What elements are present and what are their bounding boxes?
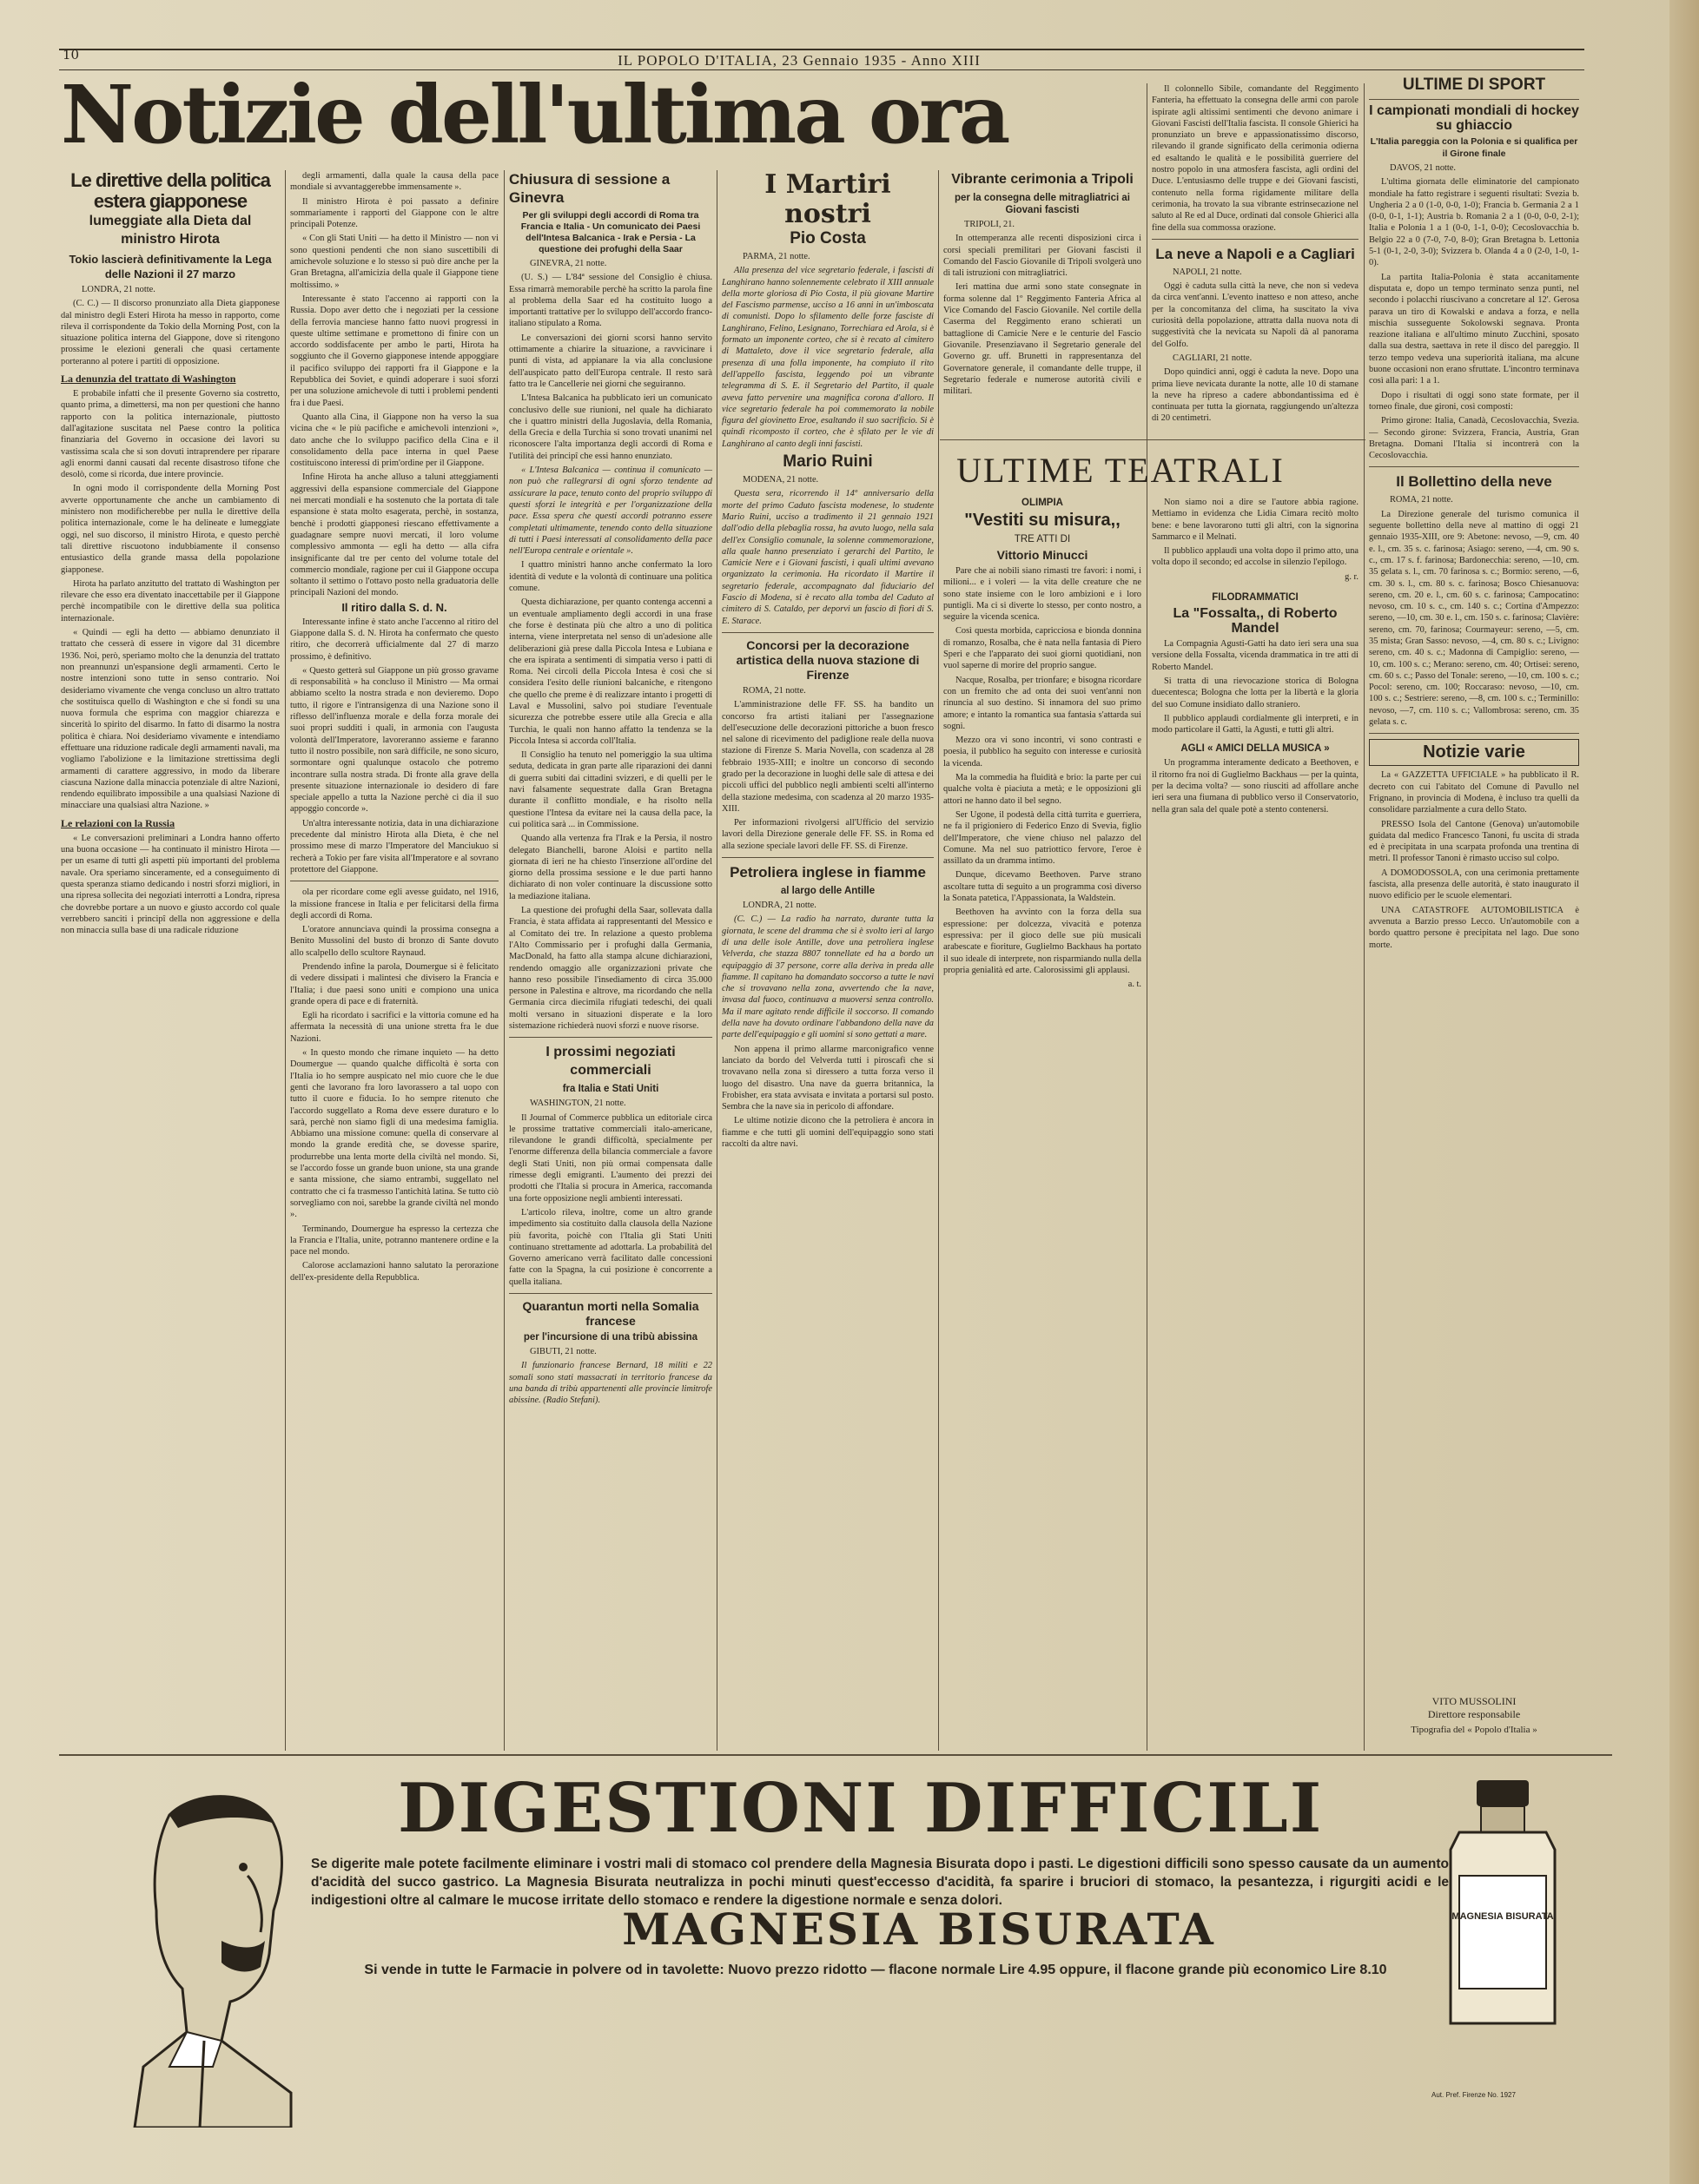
paragraph: ola per ricordare come egli avesse guidato, nel 1916, la missione francese in Italia e per felicitarsi della firma degli accordi di Roma. [290,887,499,920]
dateline: ROMA, 21 notte. [1390,495,1453,505]
paragraph: La Compagnia Agusti-Gatti ha dato ieri sera una sua versione della Fossalta, vicenda drammatica in tre atti di Roberto Mandel. [1152,639,1359,672]
director-name: VITO MUSSOLINI [1431,1695,1517,1707]
paragraph: Il ministro Hirota è poi passato a definire sommariamente i rapporti del Giappone con le altre principali Potenze. [290,196,499,230]
article-column-2 [290,170,499,1751]
dateline: PARMA, 21 notte. [743,252,810,261]
paragraph: Il Consiglio ha tenuto nel pomeriggio la sua ultima seduta, dedicata in gran parte alle riparazioni dei danni di guerra subiti dai cittadini svizzeri, e di quelli per le navi falsamente sequestrate dalla Gran Bretagna durante il conflitto mondiale, e ha risolto nella questione l'Intesa da evitare nei la causa della pace, la cui politica sarà ... in Commissione. [509,750,712,829]
dateline: GINEVRA, 21 notte. [530,259,607,268]
paragraph: L'ultima giornata delle eliminatorie del campionato mondiale ha fatto registrare i seguenti risultati: Svezia b. Ungheria 2 a 0 (1-0, 0-0, 1-0); Francia b. Germania 2 a 1 (0-0, 0-1, 1-1); Austria b. Romania 2 a 1 (0-0, 0-0, 2-1); Italia e Polonia 1 a 1 (0-0, 1-1, 0-0); Cecoslovacchia b. Belgio 22 a 0 (7-0, 7-0, 8-0); Gran Bretagna b. Lettonia 5-1 (0-1, 2-0, 3-0); Svizzera b. Olanda 4 a 0 (2-0, 1-0, 1-0). [1369,177,1579,268]
paragraph: « L'Intesa Balcanica — continua il comunicato — non può che rallegrarsi di ogni sforzo tendente ad assicurare la pace, tenuto conto del proprio sviluppo di questi sforzi le integrità e per l'organizzazione della pace. Essa spera che questi accordi potranno essere completati ultimamente, tenendo conto della situazione di tutti i Paesi interessati al consolidamento della pace nell'Europa centrale e orientale ». [509,465,712,557]
headline-snow: La neve a Napoli e a Cagliari [1155,245,1355,262]
divider [722,632,934,633]
article-column-1 [61,170,280,1751]
paragraph: Interessante è stato l'accenno ai rapporti con la Russia. Dopo aver detto che i negoziati per la cessione della ferrovia manciese hanno fatto nuovi progressi in queste ultime settimane e promettono di finire con un accordo soddisfacente per ambo le parti, Hirota ha soggiunto che il Governo giapponese intende appoggiare il pacifico sviluppo dei rapporti fra il Giappone e la Repubblica dei Soviet, e quindi adoperare i suoi sforzi per una soluzione amichevole di tutti i problemi pendenti fra i due Paesi. [290,294,499,408]
subheadline-japan: lumeggiate alla Dieta dal ministro Hirota [89,214,252,247]
paragraph: L'amministrazione delle FF. SS. ha bandito un concorso fra artisti italiani per l'assegnazione dell'esecuzione delle decorazioni pittoriche a buon fresco nel salone di ricevimento del padiglione reale della nuova stazione di Firenze S. Maria Novella, con scadenza al 28 febbraio 1935-XIII; e inoltre un concorso di secondo grado per la decorazione in luoghi delle sale di attesa e dei piccoli uffici del pubblico negli ambienti scelti all'interno della stazione medesima, con scadenza al 20 marzo 1935-XIII. [722,700,934,814]
paragraph: La Direzione generale del turismo comunica il seguente bollettino della neve al mattino di oggi 21 gennaio 1935-XIII, ore 9: Abetone: nevoso, —9, cm. 40 e. l., cm. 35 s. c. farinosa; Asiago: sereno, —4, cm. 90 s. c., cm. 17 s. f. farinosa; Bardonecchia: sereno, —10, cm. 35 gelata s. l., cm. 70 farinosa s. c.; Bormio: sereno, —6, cm. 30 s. l., cm. 80 s. c. farinosa; Bosco Chiesanuova: sereno, cm. 20 e. l., cm. 60 s. c. farinosa; Campocatino: nevoso, cm. 10 s. c., cm. 140 s. c.; Cortina d'Ampezzo: sereno, —10, cm. 30 e. l., cm. 150 s. c. farinosa; Clavière: sereno, cm. 70, farinosa; Courmayeur: sereno, —5, cm. 35 mista; Gran Sasso: nevoso, —4, cm. 80 s. c.; Livigno: sereno, cm. 40 s. c.; Madonna di Campiglio: sereno, —10, cm. 100 s. c.; Merano: sereno, cm. 40; Ortisei: sereno, cm. 60 s. c.; Passo del Tonale: sereno, —10, cm. 100 s. c.; Pocol: sereno, cm. 100; Roccaraso: nevoso, —10, cm. 100 s. c.; Sestriere: sereno, —8, cm. 100 s. c.; Terminillo: nevoso, —7, cm. 110 s. c.; Vallombrosa: sereno, cm. 35 gelata s. c. [1369,509,1579,728]
paragraph: Questa sera, ricorrendo il 14º anniversario della morte del primo Caduto fascista modenese, lo studente Mario Ruini, ucciso a tradimento il 21 gennaio 1921 dall'odio della plebaglia rossa, ha avuto luogo, nella sala dell'ex Consiglio comunale, la solenne commemorazione, alla quale hanno presenziato i gerarchi del Partito, le Camicie Nere e i Giovani fascisti, i quali ultimi avevano organizzato la cerimonia. Ha ricordato il Martire il segretario federale, accompagnato dal fiduciario del Fascio di Modena, si è recato alla tomba del Caduto al cimitero di S. Cataldo, per deporvi un fascio di fiori di S. E. Starace. [722,489,934,626]
paragraph: Interessante infine è stato anche l'accenno al ritiro del Giappone dalla S. d. N. Hirota ha confermato che questo ritiro, che decorrerà ufficialmente dal 27 di marzo prossimo, è definitivo. [290,617,499,662]
ad-brand: MAGNESIA BISURATA [622,1904,1216,1955]
article-column-6 [1152,83,1359,436]
headline-trade-talks: I prossimi negoziati commerciali [545,1045,676,1079]
play-title: La "Fossalta,, di Roberto Mandel [1173,606,1338,637]
headline-martyrs: I Martiri nostri [764,170,891,229]
play-title: "Vestiti su misura,, [964,511,1121,530]
page-edge [1669,0,1699,2184]
divider [1369,99,1579,100]
divider [722,857,934,858]
paragraph: La questione dei profughi della Saar, sollevata dalla Francia, è stata affidata ai rappresentanti del Messico e al Comitato dei tre. In relazione a questo problema l'Alto Commissario per i profughi dalla Germania, MacDonald, ha fatto alla stampa alcune dichiarazioni, rendendo omaggio alle organizzazioni private che hanno reso possibile l'insediamento di circa 35.000 persone in Palestina e altrove, ma ricordando che nella Germania circa diecimila rifugiati tedeschi, dei quali molti versano in situazioni disperate e la loro sistemazione richiederà nuovi sforzi e nuove risorse. [509,906,712,1031]
paragraph: « Quindi — egli ha detto — abbiamo denunziato il trattato che cesserà di essere in vigore dal 31 dicembre 1936. Noi, però, speriamo molto che la denunzia del trattato non preannunzi un'espansione degli armamenti. Certo le nostre intenzioni sono tutte in senso contrario. Noi desideriamo vivamente che venga concluso un altro trattato che sostituisca quello di Washington e che si fondi su una nuova formula che esprima con maggior chiarezza e sincerità lo spirito del disarmo. In fatto di disarmo la nostra politica è chiara. Noi desideriamo vivamente e intendiamo effettuare una riduzione radicale degli armamenti navali, ma vogliamo l'abolizione e la limitazione strettissima degli armamenti di carattere aggressivo, in modo da liberare ciascuna Nazione dalla minaccia potenziale di altre Nazioni, rendendo equilibrato impossibile a una qualsiasi Nazione di minacciare una qualsiasi altra Nazione. » [61,628,280,811]
paragraph: Dunque, dicevamo Beethoven. Parve strano ascoltare tutta di seguito a un programma così diverso la Sonata patetica, l'Appassionata, la Waldstein. [943,870,1141,904]
author-initials: a. t. [1127,980,1141,990]
paragraph: In ogni modo il corrispondente della Morning Post avverte opportunamente che anche un cambiamento di ministero non modificherebbe per nulla le direttive della politica internazionale, come le ha delineate e lumeggiate oggi, nel suo discorso, il ministro Hirota, e questo perchè tali direttive riscuotono indubbiamente il consenso entusiastico della grande massa della popolazione giapponese. [61,484,280,575]
paragraph: Prendendo infine la parola, Doumergue si è felicitato di vedere dissipati i malintesi che divisero la Francia e l'Italia; i due paesi sono uniti e compiono una unica grande opera di pace e di fraternità. [290,962,499,1006]
dateline: ROMA, 21 notte. [743,685,806,696]
paragraph: Quanto alla Cina, il Giappone non ha verso la sua vicina che « le più pacifiche e amichevoli intenzioni », dato anche che lo sviluppo pacifico della Cina e il consolidamento della pace interna in quel Paese costituiscono interessi di prim'ordine per il Giappone. [290,412,499,469]
issue-dateline: IL POPOLO D'ITALIA, 23 Gennaio 1935 - Anno XIII [618,52,981,69]
paragraph: Il Journal of Commerce pubblica un editoriale circa le prossime trattative commerciali italo-americane, rilevandone le grandi difficoltà, specialmente per l'enorme differenza della bilancia commerciale a favore degli Stati Uniti, non più ormai compensata dalle rimesse degli emigranti. L'aumento dei prezzi dei prodotti che l'Italia si procura in America, raccomanda una forte opposizione negli ambienti interessati. [509,1112,712,1204]
printer: Tipografia del « Popolo d'Italia » [1411,1725,1537,1735]
subheading: La denunzia del trattato di Washington [61,373,236,386]
man-illustration [117,1780,308,2128]
subheading: Le relazioni con la Russia [61,816,175,829]
dateline: TRIPOLI, 21. [964,220,1015,229]
paragraph: Questa dichiarazione, per quanto contenga accenni a un eventuale ampliamento degli accordi in una frase che forse è destinata più che altro a uno di politica interna, viene interpretata nel senso di un'adesione alle deliberazioni già prese dalla Piccola Intesa e Lubiana e che era ispirata a sentimenti di simpatia verso i patti di Roma. Nei circoli della Piccola Intesa è così che si considera l'esito delle riunioni balcaniche, e ritengono che quello che preme è di realizzare intanto i progetti di Laval e Mussolini, salvo poi studiare l'eventuale sicurezza che potrebbe essere utile alla Grecia e alla Turchia, le quali non hanno affatto la tendenza se la Piccola Intesa si accorda coll'Italia. [509,597,712,746]
magnesia-bottle-illustration [1438,1772,1568,2032]
paragraph: Primo girone: Italia, Canadà, Cecoslovacchia, Svezia. — Secondo girone: Svizzera, Francia, Austria, Gran Bretagna. Domani l'Italia si incontrerà con la Cecoslovacchia. [1369,416,1579,461]
headline-varie: Notizie varie [1369,739,1579,766]
imprint [1369,1695,1579,1735]
paragraph: (U. S.) — L'84ª sessione del Consiglio è chiusa. Essa rimarrà memorabile perchè ha scritto la parola fine al problema della Saar ed ha costituito luogo a importanti trattative per lo sviluppo dell'accordo franco-italiano stipulato a Roma. [509,273,712,329]
venue-name: OLIMPIA [1021,498,1063,508]
ad-rule [59,1754,1612,1756]
paragraph: Egli ha ricordato i sacrifici e la vittoria comune ed ha affermata la necessità di una unione stretta fra le due Nazioni. [290,1011,499,1044]
paragraph: « In questo mondo che rimane inquieto — ha detto Doumergue — quando qualche difficoltà è sorta con l'Italia io ho sempre auspicato nel mio cuore che le due genti che lavorano fra loro lavorassero a tal uopo con tutto il cuore e fiducia. Io ho sempre ritenuto che l'accordo suggellato a Roma deve essere duraturo e lo sarà, perchè non siamo figli di una medesima famiglia. Abbiamo una missione comune: quella di conservare al mondo la grande eredità che, se dovesse sparire, produrrebbe una lenta morte della civiltà nel mondo. Si, se l'accordo fosse un grande buon unione, sta una grande e santa missione, che siamo entrambi, suggellato nel contratto che ci fa trasmesso l'antichità latina. Se tutto ciò sorvegliamo con noi, sarebbe la grande civiltà nel mondo ». [290,1048,499,1220]
author-initials: g. r. [1345,571,1359,582]
headline-tripoli: Vibrante cerimonia a Tripoli [951,172,1134,187]
paragraph: Il pubblico applaudì cordialmente gli interpreti, e in modo particolare il Gatti, la Agusti, e tutti gli altri. [1152,713,1359,736]
paragraph: Mezzo ora vi sono incontri, vi sono contrasti e poesia, il pubblico ha seguito con interesse e curiosità la vicenda. [943,736,1141,769]
theatre-column-left [943,497,1141,1751]
dateline: NAPOLI, 21 notte. [1173,267,1242,277]
deck-trade-talks: fra Italia e Stati Uniti [562,1084,659,1095]
sport-section-title: ULTIME DI SPORT [1402,76,1546,94]
masthead-rule [59,49,1584,50]
column-rule [285,170,286,1751]
deck-tripoli: per la consegna delle mitragliatrici ai Giovani fascisti [955,193,1130,215]
paragraph: La partita Italia-Polonia è stata accanitamente disputata e, dopo un tempo terminato senza punti, nel secondo i polacchi riuscivano a concretare al 12'. Gerosa parava un tiro di Kowalski e andava a forza, e nella mischia susseguente Sokolowski segnava. Pronta reazione italiana e all'ultimo minuto Zucchini, sposato dalla sua destra, saettava in rete il disco del pareggio. Il terzo tempo vedeva una superiorità italiana, ma alcune buone occasioni non erano sfruttate. L'incontro terminava così alla pari: 1 a 1. [1369,272,1579,386]
dateline: WASHINGTON, 21 notte. [530,1099,626,1109]
ad-headline: DIGESTIONI DIFFICILI [398,1769,1324,1848]
paragraph: A DOMODOSSOLA, con una cerimonia prettamente fascista, alla presenza delle autorità, è stato inaugurato il nuovo edificio per le scuole elementari. [1369,868,1579,901]
paragraph: Il pubblico applaudì una volta dopo il primo atto, una volta dopo il secondo; ed accolse in silenzio l'epilogo. [1152,546,1359,568]
paragraph: Non appena il primo allarme marconigrafico venne lanciato da bordo del Velverda tutti i piroscafi che si trovavano nella zona si diressero a tutta forza verso il luogo del disastro. Una nave da guerra britannica, la Frobisher, era stata avvisata e invitata a portarsi sul posto. Sembra che la nave sia in pericolo di affondare. [722,1044,934,1112]
headline-hockey: I campionati mondiali di hockey su ghiaccio [1369,103,1579,133]
subheading-pio-costa: Pio Costa [790,229,866,247]
column-rule [504,170,505,1751]
page-number: 10 [63,47,80,63]
section-label: FILODRAMMATICI [1212,592,1299,604]
paragraph: Ma la commedia ha fluidità e brio: la parte per cui qualche volta è piaciuta a metà; e le opposizioni gli attori ne hanno dato il bel segno. [943,773,1141,806]
paragraph: Si tratta di una rievocazione storica di Bologna duecentesca; Bologna che lotta per la libertà e la gloria del suo Comune insidiato dallo straniero. [1152,676,1359,709]
paragraph: Un programma interamente dedicato a Beethoven, e il ritorno fra noi di Guglielmo Backhaus — per la quinta, per la decima volta? — sono riusciti ad affollare anche ieri sera una fiumana di pubblico verso il Conservatorio, nella gran sala del quale potè a stento contenersi. [1152,758,1359,815]
headline-somalia: Quarantun morti nella Somalia francese [522,1299,699,1329]
theatre-section-title: ULTIME TEATRALI [956,451,1285,490]
dateline: MODENA, 21 notte. [743,475,819,485]
paragraph: Oggi è caduta sulla città la neve, che non si vedeva da circa vent'anni. L'evento inatteso e non atteso, anche per la concomitanza del clima, ha suscitato la viva curiosità della popolazione, attratta dalla nuova nota di suggestività che la nevicata su Napoli dà al panorama del Golfo. [1152,281,1359,349]
dateline: DAVOS, 21 notte. [1390,163,1457,173]
paragraph: Pare che ai nobili siano rimasti tre favori: i nomi, i milioni... e i voleri — la vita delle creature che ne sono state insieme con le loro ambizioni e i loro puntigli. Ma ci si diverte lo stesso, per conto nostro, a seguire la vicenda scenica. [943,566,1141,623]
article-column-3 [509,170,712,1751]
paragraph: E probabile infatti che il presente Governo sia costretto, quanto prima, a dimettersi, ma non per questioni che hanno rapporto con la politica internazionale, piuttosto dall'agitazione suscitata nel Paese contro la politica finanziaria del Governo in occasione dei lavori su vastissima scala che si son dovuti intraprendere per riparare agli enormi danni causati dal recente disastroso tifone che desolò, come si ricorda, due intere provincie. [61,389,280,480]
dateline: LONDRA, 21 notte. [743,901,816,911]
paragraph: Dopo i risultati di oggi sono state formate, per il torneo finale, due gironi, così composti: [1369,390,1579,412]
dateline: CAGLIARI, 21 notte. [1173,353,1253,363]
paragraph: Terminando, Doumergue ha espresso la certezza che la Francia e l'Italia, unite, potranno mantenere ordine e la pace nel mondo. [290,1224,499,1257]
paragraph: Non siamo noi a dire se l'autore abbia ragione. Mettiamo in evidenza che Lidia Cimara recitò molto bene: e bene lavorarono tutti gli altri, con la signorina Sammarco e il Melnati. [1152,498,1359,542]
paragraph: I quattro ministri hanno anche confermato la loro identità di vedute e la volontà di continuare una politica comune. [509,560,712,594]
article-column-4 [722,170,934,1751]
headline-florence-station: Concorsi per la decorazione artistica della nuova stazione di Firenze [736,637,920,682]
paragraph: L'Intesa Balcanica ha pubblicato ieri un comunicato conclusivo delle sue riunioni, nel quale ha dichiarato che i quattro ministri della Jugoslavia, della Romania, della Grecia e della Turchia si sono trovati unanimi nel riconoscere l'alta importanza degli accordi di Roma e l'utilità dei principî che essi hanno enunziato. [509,393,712,461]
paragraph: L'oratore annunciava quindi la prossima consegna a Benito Mussolini del busto di bronzo di Sante dovuto allo scalpello dello scultore Raynaud. [290,925,499,958]
paragraph: Infine Hirota ha anche alluso a taluni atteggiamenti aggressivi della espansione commerciale del Giappone nei mercati mondiali e ha sostenuto che la portata di tale espansione è stata molto esagerata, perchè, in sostanza, benchè i prodotti giapponesi riescano effettivamente a guadagnare sempre nuovi mercati, il loro volume complessivo ammonta — egli ha detto — alla cifra insignificante dal tre per cento del volume totale del commercio mondiale, ragione per cui il Giappone occupa soltanto il settimo o l'ottavo posto nella graduatoria delle principali Nazioni del mondo. [290,472,499,598]
paragraph: Le conversazioni dei giorni scorsi hanno servito ottimamente a chiarire la situazione, a ravvicinare i punti di vista, ad appianare la via alla conclusione dell'auspicato patto dell'Europa centrale. Il resto sarà fatto tra le Cancellerie nei giorni che seguiranno. [509,333,712,389]
deck-somalia: per l'incursione di una tribù abissina [523,1332,698,1343]
paragraph: « Questo getterà sul Giappone un più grosso gravame di responsabilità » ha concluso il Ministro — Ma ormai abbiamo scelto la nostra strada e non devieremo. Dopo tutto, il rigore e l'intransigenza di una Nazione sono il riflesso dell'influenza morale e della forza morale dei suoi propri sudditi i quali, in armonia con l'augusta volontà dell'Imperatore, lavoreranno assieme e faranno tutto il nostro possibile, non sarà difficile, ne sono sicuro, sormontare ogni qualunque ostacolo che potremo incontrare sulla nostra strada. Di fronte alla grave della presente situazione internazionale io desidero di fare speciale appello a tutta la Nazione perchè ci dia il suo appoggio concorde ». [290,665,499,815]
ad-pricing: Si vende in tutte le Farmacie in polvere od in tavolette: Nuovo prezzo ridotto — flacone normale Lire 4.95 oppure, il flacone grande più economico Lire 8.10 [364,1963,1387,1977]
subheading-mario-ruini: Mario Ruini [783,452,873,472]
paragraph: degli armamenti, dalla quale la causa della pace mondiale si avvantaggerebbe immensamente ». [290,171,499,193]
paragraph: (C. C.) — Il discorso pronunziato alla Dieta giapponese dal ministro degli Esteri Hirota ha messo in rapporto, come rileva il corrispondente da Tokio della Morning Post, con la situazione politica interna del Giappone, dove si ritengono prossime le elezioni generali che quasi certamente porteranno al potere i partiti di opposizione. [61,299,280,366]
deck-japan: Tokio lascierà definitivamente la Lega delle Nazioni il 27 marzo [69,253,272,280]
headline-snow-bulletin: Il Bollettino della neve [1396,473,1552,491]
paragraph: PRESSO Isola del Cantone (Genova) un'automobile guidata dal medico Francesco Tanoni, fu uscita di strada ed è precipitata in una scarpata profonda una trentina di metri. Il professor Tanoni è rimasto ucciso sul colpo. [1369,819,1579,864]
section-rule [940,439,1365,440]
deck-hockey: L'Italia pareggia con la Polonia e si qualifica per il Girone finale [1370,136,1578,159]
paragraph: Un'altra interessante notizia, data in una dichiarazione precedente dal ministro Hirota alla Dieta, è che nel prossimo mese di marzo l'Imperatore del Manciukuo si recherà a Tokio per fare visita all'Imperatore e al sovrano protettore del Giappone. [290,818,499,874]
paragraph: Nacque, Rosalba, per trionfare; e bisogna ricordare con un fremito che ad onta dei suoi vent'anni non rinuncia al suo destino. Si innamora del suo primo amore; e intanto la romantica sua fantasia s'attarda sui sogni. [943,675,1141,731]
director-role: Direttore responsabile [1427,1708,1521,1720]
bottle-label-text: MAGNESIA BISURATA [1451,1911,1554,1922]
paragraph: (C. C.) — La radio ha narrato, durante tutta la giornata, le scene del dramma che si è svolto ieri al largo di una delle isole Antille, dove una petroliera inglese Velverda, che stazza 8807 tonnellate ed ha a bordo un equipaggio di 37 persone, corre alla deriva in preda alle fiamme. Il capitano ha domandato soccorso a tutte le navi che si trovavano nella zona, avvertendo che la nave, invasa dal fuoco, continuava a muoversi senza controllo. Ma il mare agitato rende difficile il soccorso. Il comando della nave ha dovuto ordinare l'abbandono della nave da parte dell'equipaggio e gli uomini si sono gettati a mare. [722,914,934,1040]
divider [1152,239,1359,240]
column-rule [938,170,939,1751]
section-label: AGLI « AMICI DELLA MUSICA » [1180,743,1330,755]
sport-column [1369,75,1579,1751]
paragraph: Ieri mattina due armi sono state consegnate in forma solenne dal 1º Reggimento Fanteria Africa al Vice Comando del Fascio Giovanile. Nel cortile della Caserma del Reggimento erano schierati un battaglione di Camicie Nere e le centurie del Fascio Giovanile. Presenziavano il Segretario generale del Governo gr. uff. Brunetti in rappresentanza del Governatore generale, il comandante delle truppe, il Segretario federale e numerose autorità civili e militari. [943,282,1141,397]
dateline: LONDRA, 21 notte. [82,285,155,294]
paragraph: Il colonnello Sibile, comandante del Reggimento Fanteria, ha effettuato la consegna delle armi con parole ispirate agli altissimi sentimenti che devono animare i Giovani Fascisti dell'Italia fascista. Il console Ghierici ha pronunziato un breve e appassionatissimo discorso, rilevando il grande significato della cerimonia odierna ed esaltando le qualità e le possibilità guerriere del nostro popolo in una atmosfera fascista, agli ordini del Duce. L'entusiasmo delle truppe e dei Giovani fascisti, contenuto nella forma rigidamente militare della cerimonia, ha trovato la sua vibrante estrinsecazione nel saluto al Re ed al Duce, ordinati dal console Ghierici alla fine della sua commossa orazione. [1152,84,1359,233]
paragraph: Calorose acclamazioni hanno salutato la perorazione dell'ex-presidente della Repubblica. [290,1261,499,1283]
play-acts: TRE ATTI DI [1014,534,1071,544]
paragraph: In ottemperanza alle recenti disposizioni circa i corsi speciali premilitari per Giovani fascisti il Comando del Fascio Giovanile di Tripoli svolgerà uno di tali istruzioni con mitragliatrici. [943,234,1141,279]
paragraph: « Le conversazioni preliminari a Londra hanno offerto una buona occasione — ha continuato il ministro Hirota — per un esame di tutti gli aspetti più importanti del problema navale. Ora speriamo sinceramente, ed a conseguimento di questa speranza stiamo dedicando i nostri sforzi migliori, in una ripresa sollecita dei negoziati interrotti a Londra, ripresa che dovrebbe portare a un nuovo e giusto accordo col quale verrebbero sanciti i principî della non aggressione e della non minaccia sulla base di una radicale riduzione [61,833,280,936]
paragraph: Dopo quindici anni, oggi è caduta la neve. Dopo una prima lieve nevicata durante la notte, alle 10 di stamane la neve ha ripreso a cadere abbondantissima ed è continuata per tutta la giornata, raggiungendo un'altezza di 20 centimetri. [1152,367,1359,424]
headline-tanker: Petroliera inglese in fiamme [730,864,926,881]
divider [509,1037,712,1038]
theatre-column-right [1152,497,1359,1751]
paragraph: L'articolo rileva, inoltre, come un altro grande impedimento sia costituito dalla clausola della Nazione più favorita, poichè con l'Italia gli Stati Uniti continuano strettamente ad adottarla. La probabilità del Governo americano verrà facilitato dalle concessioni fatte con la Spagna, la cui posizione è concorrente a quella italiana. [509,1207,712,1287]
paragraph: Quando alla vertenza fra l'Irak e la Persia, il nostro delegato Bianchelli, barone Aloisi e partito nella giornata di ieri ne ha chiesto l'inserzione all'ordine del giorno della prossima sessione e le due parti hanno dichiarato di non voler continuare la discussione sotto la mediazione italiana. [509,834,712,901]
ad-fine-print: Aut. Pref. Firenze No. 1927 [1431,2091,1516,2099]
play-author: Vittorio Minucci [996,548,1088,562]
paragraph: Così questa morbida, capricciosa e bionda donnina di romanzo, Rosalba, che è nata nella fantasia di Piero Speri e che l'apparato dei suoi giorni quotidiani, non vuol saperne di morire del proprio sangue. [943,626,1141,671]
divider [509,1293,712,1294]
headline-japan: Le direttive della politica estera giapponese [70,170,270,212]
paragraph: Alla presenza del vice segretario federale, i fascisti di Langhirano hanno solennemente celebrato il XIII annuale della morte gloriosa di Pio Costa, il più giovane Martire del Fascismo parmense, ucciso a 16 anni in un'imboscata di comunisti. Dopo lo sfilamento delle forze fasciste di Langhirano, Felino, Lesignano, Torrechiara ed Arola, si è formato un imponente corteo, che si è recato al cimitero di Mattaleto, dove il vice segretario federale, alla presenza di una folla imponente, ha compiuto il rito dell'appello fascista, leggendo poi un vibrante telegramma di S. E. il Segretario del Partito, il quale aveva fatto pervenire una magnifica corona d'alloro. Il vice segretario federale ha poi commemorato la nobile figura del giovinetto Eroe, esaltando il suo sacrificio. Si è quindi ricomposto il corteo, che è sfilato per le vie di Langhirano al canto degli inni fascisti. [722,266,934,449]
paragraph: UNA CATASTROFE AUTOMOBILISTICA è avvenuta a Barzio presso Lecco. Un'automobile con a bordo quattro persone è precipitata nel lago. Due sono morte. [1369,905,1579,950]
section-title: Notizie dell'ultima ora [61,68,1008,162]
column-rule [1364,83,1365,1751]
article-column-5 [943,170,1141,436]
paragraph: Il funzionario francese Bernard, 18 militi e 22 somali sono stati massacrati in territorio francese da una banda di tribù appartenenti alle provincie limitrofe abissine. (Radio Stefani). [509,1361,712,1406]
paragraph: Beethoven ha avvinto con la forza della sua espressione: per dolcezza, vivacità e potenza espressiva: per il gioco delle sue più musicali arabescate e fioriture, Guglielmo Backhaus ha portato il suo ideale di interprete, non risparmiando nulla della propria genialità ed arte. Calorosissimi gli applausi. [943,907,1141,975]
paragraph: La « GAZZETTA UFFICIALE » ha pubblicato il R. decreto con cui l'abitato del Comune di Pavullo nel Frignano, in provincia di Modena, è incluso tra quelli da consolidare parzialmente a cura dello Stato. [1369,770,1579,815]
paragraph: Hirota ha parlato anzitutto del trattato di Washington per rilevare che esso era diventato inaccettabile per il Giappone perchè incompatibile con le direttive della sua politica internazionale. [61,578,280,624]
divider [1369,466,1579,467]
subheading: Il ritiro dalla S. d. N. [341,600,447,614]
headline-geneva: Chiusura di sessione a Ginevra [509,171,671,206]
deck-geneva: Per gli sviluppi degli accordi di Roma tra Francia e Italia - Un comunicato dei Paesi dell'Intesa Balcanica - Irak e Persia - La questione dei profughi della Saar [520,210,701,254]
ad-body-text: Se digerite male potete facilmente eliminare i vostri mali di stomaco col prendere della Magnesia Bisurata dopo i pasti. Le digestioni difficili sono spesso causate da un aumento d'acidità del succo gastrico. La Magnesia Bisurata neutralizza in pochi minuti quest'eccesso d'acidità, fa sparire i bruciori di stomaco, la pesantezza, i rigurgiti acidi e le indigestioni oltre al calmare le mucose irritate dello stomaco e rendere la digestione normale e senza dolori. [311,1857,1449,1908]
paragraph: Ser Ugone, il podestà della città turrita e guerriera, ne fa il prigioniero di Federico Enzo di Svevia, figlio dell'Imperatore, che viene chiuso nel palazzo del Comune. Ma nel suo patriottico fervore, l'eroe è assillato da un dramma intimo. [943,809,1141,867]
paragraph: « Con gli Stati Uniti — ha detto il Ministro — non vi sono questioni pendenti che non siano suscettibili di amichevole soluzione e lo stesso si può dire anche per la Gran Bretagna, all'amicizia della quale il Giappone tiene moltissimo. » [290,234,499,290]
paragraph: Per informazioni rivolgersi all'Ufficio del servizio lavori della Direzione generale delle FF. SS. in Roma ed alla sezione speciale lavori delle FF. SS. di Firenze. [722,818,934,851]
paragraph: Le ultime notizie dicono che la petroliera è ancora in fiamme e che tutti gli uomini dell'equipaggio sono stati raccolti da altre navi. [722,1116,934,1149]
deck-tanker: al largo delle Antille [780,886,876,897]
divider [1369,733,1579,734]
dateline: GIBUTI, 21 notte. [530,1347,597,1357]
